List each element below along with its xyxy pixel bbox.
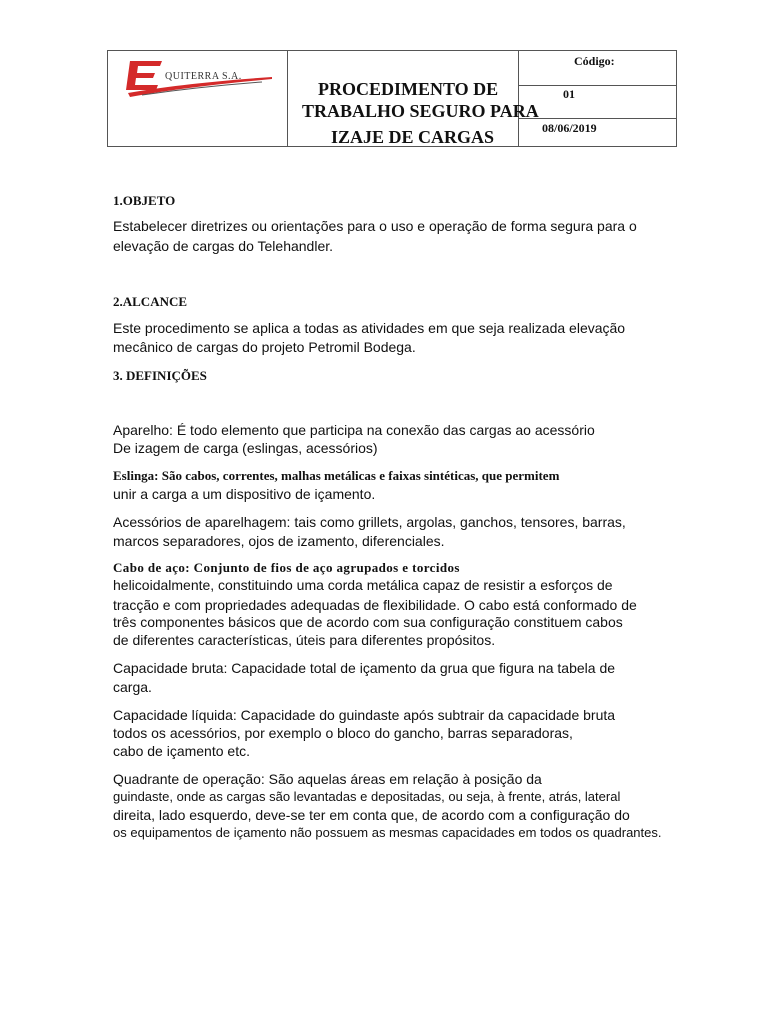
definition-line: direita, lado esquerdo, deve-se ter em conta que, de acordo com a configuração do — [113, 807, 630, 823]
definition-line: todos os acessórios, por exemplo o bloco do gancho, barras separadoras, — [113, 725, 573, 741]
definition-line: os equipamentos de içamento não possuem as mesmas capacidades em todos os quadrantes. — [113, 825, 662, 840]
divider — [518, 85, 676, 86]
title-line: TRABALHO SEGURO PARA — [302, 101, 539, 121]
document-date: 08/06/2019 — [542, 121, 597, 135]
divider — [287, 51, 288, 146]
section-heading-objeto: 1.OBJETO — [113, 193, 176, 208]
logo-text: QUITERRA S.A. — [165, 71, 242, 82]
company-logo — [122, 57, 282, 101]
definition-line: cabo de içamento etc. — [113, 743, 250, 759]
paragraph-line: mecânico de cargas do projeto Petromil Bodega. — [113, 339, 416, 355]
definition-line: helicoidalmente, constituindo uma corda metálica capaz de resistir a esforços de — [113, 577, 613, 593]
code-label: Código: — [574, 54, 615, 68]
definition-line: três componentes básicos que de acordo com sua configuração constituem cabos — [113, 614, 623, 630]
section-heading-alcance: 2.ALCANCE — [113, 294, 188, 309]
definition-line: tracção e com propriedades adequadas de flexibilidade. O cabo está conformado de — [113, 597, 637, 613]
code-value: 01 — [563, 87, 575, 101]
section-heading-definicoes: 3. DEFINIÇÕES — [113, 368, 207, 383]
definition-line: Acessórios de aparelhagem: tais como grillets, argolas, ganchos, tensores, barras, — [113, 514, 626, 530]
definition-line: Capacidade bruta: Capacidade total de içamento da grua que figura na tabela de — [113, 660, 616, 676]
title-line: IZAJE DE CARGAS — [331, 127, 495, 147]
definition-line: guindaste, onde as cargas são levantadas e depositadas, ou seja, à frente, atrás, lateral — [113, 789, 621, 804]
definition-line: Quadrante de operação: São aquelas áreas em relação à posição da — [113, 771, 542, 787]
paragraph-line: elevação de cargas do Telehandler. — [113, 238, 334, 254]
definition-line: De izagem de carga (eslingas, acessórios) — [113, 440, 378, 456]
definition-line: Cabo de aço: Conjunto de fios de aço agrupados e torcidos — [113, 560, 460, 575]
definition-line: Eslinga: São cabos, correntes, malhas metálicas e faixas sintéticas, que permitem — [113, 468, 560, 483]
definition-line: unir a carga a um dispositivo de içamento. — [113, 486, 376, 502]
paragraph-line: Este procedimento se aplica a todas as atividades em que seja realizada elevação — [113, 320, 626, 336]
definition-line: de diferentes características, úteis para diferentes propósitos. — [113, 632, 496, 648]
paragraph-line: Estabelecer diretrizes ou orientações para o uso e operação de forma segura para o — [113, 218, 637, 234]
definition-line: marcos separadores, ojos de izamento, diferenciales. — [113, 533, 445, 549]
document-header — [107, 50, 677, 147]
definition-line: carga. — [113, 679, 152, 695]
divider — [518, 118, 676, 119]
definition-line: Aparelho: É todo elemento que participa na conexão das cargas ao acessório — [113, 422, 595, 438]
title-line: PROCEDIMENTO DE — [318, 79, 499, 99]
definition-line: Capacidade líquida: Capacidade do guindaste após subtrair da capacidade bruta — [113, 707, 616, 723]
